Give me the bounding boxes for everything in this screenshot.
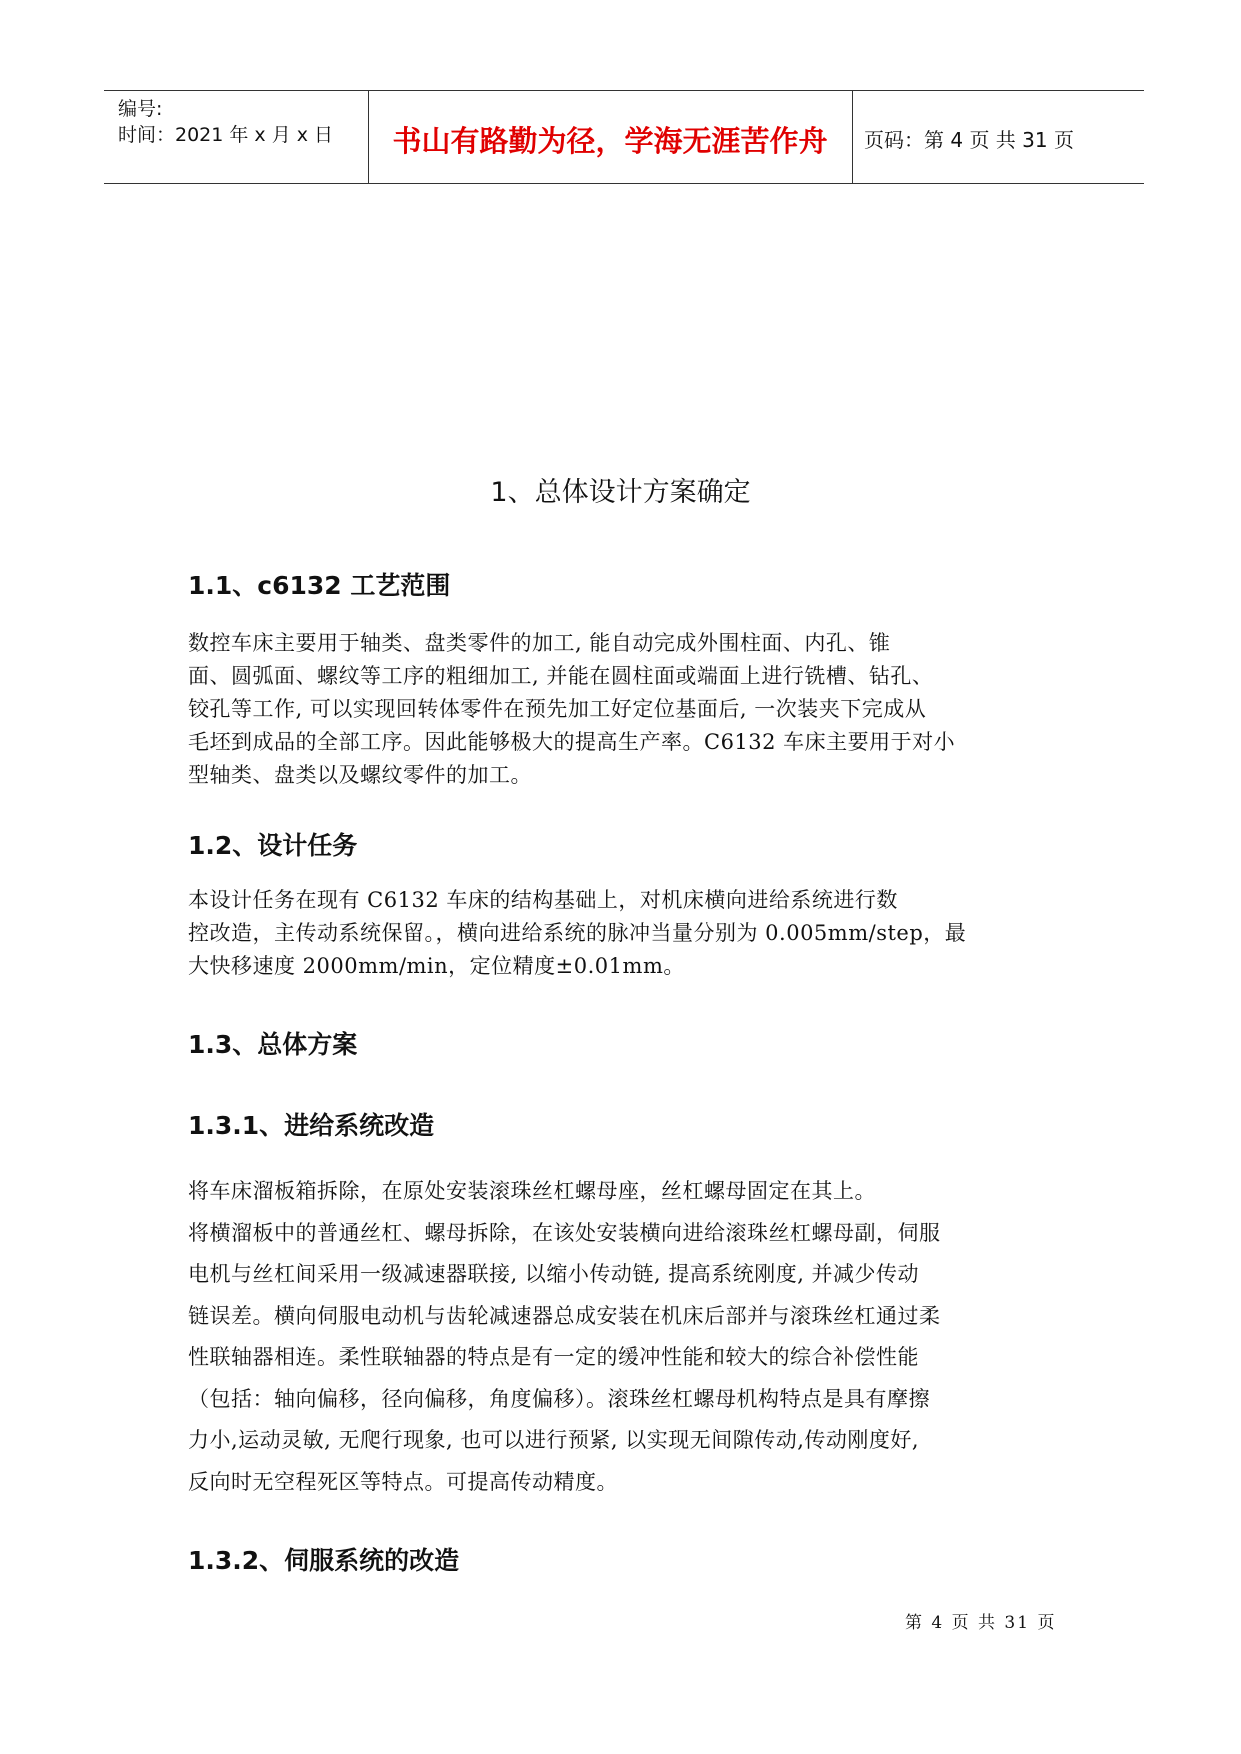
- paragraph-line: 大快移速度 2000mm/min，定位精度±0.01mm。: [188, 954, 685, 978]
- serial-label: 编号:: [118, 98, 163, 120]
- paragraph-line: 本设计任务在现有 C6132 车床的结构基础上，对机床横向进给系统进行数: [188, 888, 898, 912]
- paragraph-line: 反向时无空程死区等特点。可提高传动精度。: [188, 1469, 618, 1494]
- paragraph-line: 电机与丝杠间采用一级减速器联接, 以缩小传动链, 提高系统刚度, 并减少传动: [188, 1262, 920, 1286]
- paragraph-line: 链误差。横向伺服电动机与齿轮减速器总成安装在机床后部并与滚珠丝杠通过柔: [188, 1303, 941, 1328]
- heading-1-2: 1.2、设计任务: [188, 831, 358, 860]
- paragraph-line: 铰孔等工作, 可以实现回转体零件在预先加工好定位基面后, 一次装夹下完成从: [188, 697, 927, 721]
- paragraph-line: 力小,运动灵敏, 无爬行现象, 也可以进行预紧, 以实现无间隙传动,传动刚度好,: [188, 1428, 920, 1452]
- heading-1-3: 1.3、总体方案: [188, 1030, 358, 1059]
- paragraph-line: 将横溜板中的普通丝杠、螺母拆除，在该处安装横向进给滚珠丝杠螺母副，伺服: [188, 1220, 941, 1245]
- header-motto-cell: [368, 91, 853, 183]
- paragraph-line: 毛坯到成品的全部工序。因此能够极大的提高生产率。C6132 车床主要用于对小: [188, 730, 956, 754]
- paragraph-line: 性联轴器相连。柔性联轴器的特点是有一定的缓冲性能和较大的综合补偿性能: [188, 1345, 919, 1369]
- paragraph-1-2: [188, 884, 1068, 983]
- paragraph-line: （包括：轴向偏移，径向偏移，角度偏移）。滚珠丝杠螺母机构特点是具有摩擦: [188, 1386, 930, 1411]
- header-meta-cell: [104, 91, 369, 183]
- paragraph-1-3-1: [188, 1171, 1068, 1503]
- heading-1-3-1: 1.3.1、进给系统改造: [188, 1111, 435, 1140]
- paragraph-line: 数控车床主要用于轴类、盘类零件的加工, 能自动完成外围柱面、内孔、锥: [188, 631, 891, 655]
- header-table: [104, 90, 1144, 184]
- heading-1-3-2: 1.3.2、伺服系统的改造: [188, 1546, 460, 1575]
- document-title: 1、总体设计方案确定: [490, 477, 751, 508]
- motto-text: 书山有路勤为径，学海无涯苦作舟: [392, 124, 828, 158]
- date-label: 时间：2021 年 x 月 x 日: [118, 124, 334, 146]
- paragraph-line: 将车床溜板箱拆除，在原处安装滚珠丝杠螺母座，丝杠螺母固定在其上。: [188, 1179, 876, 1203]
- heading-1-1: 1.1、c6132 工艺范围: [188, 571, 451, 600]
- paragraph-line: 面、圆弧面、螺纹等工序的粗细加工, 并能在圆柱面或端面上进行铣槽、钻孔、: [188, 664, 934, 688]
- paragraph-line: 控改造，主传动系统保留。，横向进给系统的脉冲当量分别为 0.005mm/step，最: [188, 921, 967, 945]
- page-code: 页码：第 4 页 共 31 页: [864, 128, 1074, 152]
- paragraph-1-1: [188, 627, 1068, 792]
- header-page-cell: [852, 91, 1144, 183]
- paragraph-line: 型轴类、盘类以及螺纹零件的加工。: [188, 763, 532, 787]
- page-footer: 第 4 页 共 31 页: [905, 1613, 1057, 1633]
